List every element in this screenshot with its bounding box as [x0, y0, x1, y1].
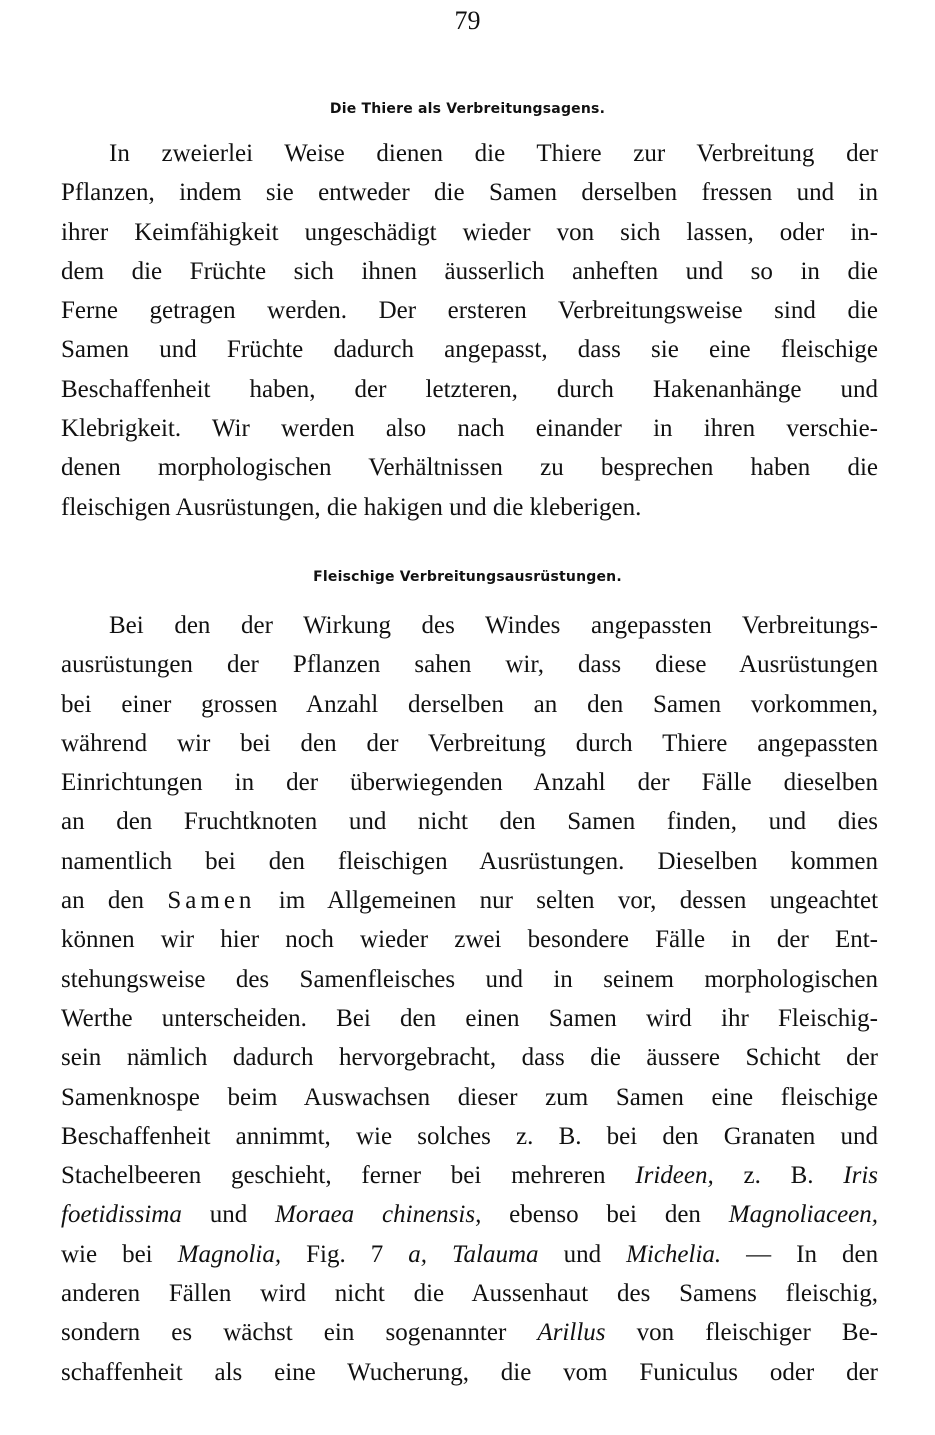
section-heading-thiere: Die Thiere als Verbreitungsagens.: [329, 101, 606, 117]
text-line: Werthe unterscheiden. Bei den einen Samen wird ihr Fleischig-: [61, 1004, 878, 1032]
text-span: im Allgemeinen nur selten vor, dessen ungeachtet: [278, 887, 878, 915]
text-line: Ferne getragen werden. Der ersteren Verbreitungsweise sind die: [61, 297, 878, 325]
text-span: Stachelbeeren geschieht, ferner bei mehreren: [61, 1162, 606, 1190]
text-line: Bei den der Wirkung des Windes angepassten Verbreitungs-: [109, 612, 878, 639]
text-span: und: [563, 1240, 602, 1268]
italic-term: Magnoliaceen,: [728, 1201, 878, 1229]
text-line: stehungsweise des Samenfleisches und in seinem morphologischen: [61, 965, 878, 993]
italic-term: Talauma: [451, 1240, 539, 1268]
text-line: bei einer grossen Anzahl derselben an den Samen vorkommen,: [61, 690, 878, 718]
text-line: anderen Fällen wird nicht die Aussenhaut des Samens fleischig,: [61, 1280, 878, 1308]
text-line: [61, 1235, 878, 1274]
text-line: können wir hier noch wieder zwei besondere Fälle in der Ent-: [61, 926, 878, 954]
spaced-word: Samen: [167, 887, 256, 915]
italic-term: foetidissima: [61, 1201, 182, 1229]
text-line: Samen und Früchte dadurch angepasst, dass sie eine fleischige: [61, 336, 878, 364]
text-line: Einrichtungen in der überwiegenden Anzahl der Fälle dieselben: [61, 769, 878, 797]
italic-term: Magnolia,: [177, 1240, 282, 1268]
text-span: und: [209, 1201, 248, 1229]
paragraph-fleischige: [61, 606, 878, 1392]
text-line: ihrer Keimfähigkeit ungeschädigt wieder von sich lassen, oder in-: [61, 218, 878, 246]
text-line: während wir bei den der Verbreitung durch Thiere angepassten: [61, 729, 878, 757]
text-span: von fleischiger Be-: [636, 1319, 878, 1347]
text-line: [61, 1195, 878, 1234]
text-line: Samenknospe beim Auswachsen dieser zum Samen eine fleischige: [61, 1083, 878, 1111]
text-line: [61, 1313, 878, 1352]
italic-term: Moraea chinensis,: [275, 1201, 482, 1229]
text-line: Beschaffenheit annimmt, wie solches z. B. bei den Granaten und: [61, 1122, 878, 1150]
text-line: schaffenheit als eine Wucherung, die vom Funiculus oder der: [61, 1358, 878, 1386]
text-span: wie bei: [61, 1240, 153, 1268]
text-span: sondern es wächst ein sogenannter: [61, 1319, 507, 1347]
text-line: dem die Früchte sich ihnen äusserlich anheften und so in die: [61, 257, 878, 285]
text-line: sein nämlich dadurch hervorgebracht, dass die äussere Schicht der: [61, 1044, 878, 1072]
italic-term: Irideen,: [635, 1162, 714, 1190]
paragraph-thiere: [61, 134, 878, 527]
text-span: ebenso bei den: [509, 1201, 701, 1229]
text-line: namentlich bei den fleischigen Ausrüstungen. Dieselben kommen: [61, 847, 878, 875]
italic-term: a,: [408, 1240, 427, 1268]
text-line: [61, 881, 878, 920]
text-line: ausrüstungen der Pflanzen sahen wir, dass diese Ausrüstungen: [61, 651, 878, 679]
text-line: Beschaffenheit haben, der letzteren, durch Hakenanhänge und: [61, 375, 878, 403]
italic-term: Michelia.: [626, 1240, 722, 1268]
section-heading-fleischige: Fleischige Verbreitungsausrüstungen.: [313, 569, 622, 585]
italic-term: Arillus: [537, 1319, 606, 1347]
text-span: Fig. 7: [306, 1240, 384, 1268]
italic-term: Iris: [843, 1162, 878, 1190]
text-line: an den Fruchtknoten und nicht den Samen finden, und dies: [61, 808, 878, 836]
text-span: an den: [61, 887, 145, 915]
text-line: denen morphologischen Verhältnissen zu besprechen haben die: [61, 454, 878, 482]
text-span: z. B.: [743, 1162, 814, 1190]
text-line: In zweierlei Weise dienen die Thiere zur Verbreitung der: [109, 140, 878, 167]
text-line: Pflanzen, indem sie entweder die Samen derselben fressen und in: [61, 179, 878, 207]
text-line: fleischigen Ausrüstungen, die hakigen und die kleberigen.: [61, 493, 642, 521]
page-number: 79: [454, 6, 481, 35]
text-line: [61, 1156, 878, 1195]
text-line: Klebrigkeit. Wir werden also nach einander in ihren verschie-: [61, 415, 878, 443]
text-span: — In den: [746, 1240, 878, 1268]
